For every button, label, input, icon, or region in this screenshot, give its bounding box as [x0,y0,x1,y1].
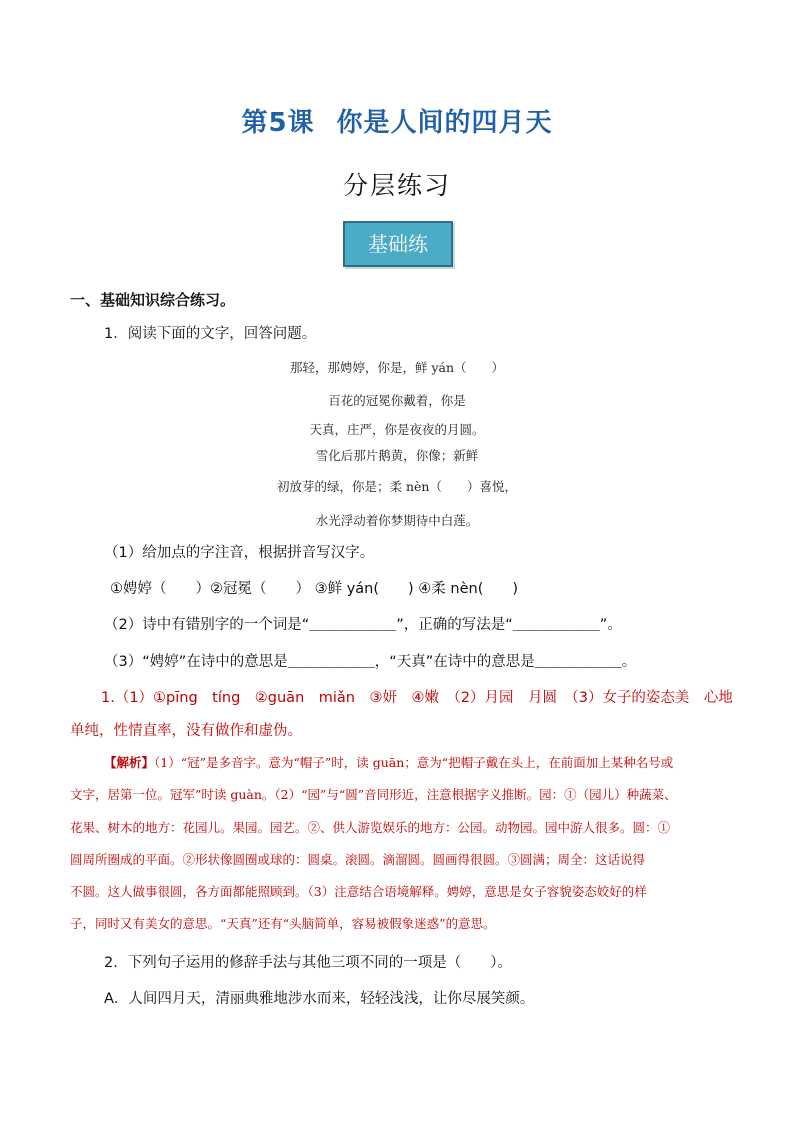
lesson-title [0,102,794,139]
question-2-option-a: A．人间四月天，清丽典雅地涉水而来，轻轻浅浅，让你尽展笑颜。 [104,991,535,1007]
sub-question-1: （1）给加点的字注音，根据拼音写汉字。 [104,545,375,561]
poem-line: 百花的冠冕你戴着，你是 [328,393,466,408]
sub-question-3: （3）“娉婷”在诗中的意思是＿＿＿＿＿＿，“天真”在诗中的意思是＿＿＿＿＿＿。 [104,654,637,670]
question-1-stem: 1．阅读下面的文字，回答问题。 [104,326,317,342]
explanation-tag: 【解析】 [104,755,155,770]
sub-question-1-items: ①娉婷（ ）②冠冕（ ） ③鲜 yán( ) ④柔 nèn( ) [110,581,519,597]
explanation-line: 【解析】（1）“冠”是多音字。意为“帽子”时，读 guān；意为“把帽子戴在头上，在前面加上某种名号或 [104,755,674,770]
sub-question-2: （2）诗中有错别字的一个词是“＿＿＿＿＿＿”，正确的写法是“＿＿＿＿＿＿”。 [104,617,622,633]
answer-line: 1.（1）①pīng tíng ②guān miǎn ③妍 ④嫩 （2）月园 月圆 （3）女子的姿态美 心地 [101,690,733,706]
answer-line: 单纯，性情直率，没有做作和虚伪。 [70,723,302,739]
poem-line: 水光浮动着你梦期待中白莲。 [315,513,479,528]
level-badge: 基础练 [343,221,453,267]
lesson-name: 你是人间的四月天 [336,108,553,138]
page-subtitle: 分层练习 [342,171,451,200]
explanation-line: 不圆。这人做事很圆，各方面都能照顾到。（3）注意结合语境解释。娉婷，意思是女子容貌姿态姣好的样 [70,884,647,899]
question-2-stem: 2．下列句子运用的修辞手法与其他三项不同的一项是（ ）。 [104,955,512,971]
explanation-line: 花果、树木的地方：花园儿。果园。园艺。②、供人游览娱乐的地方：公园。动物园。园中游人很多。圆：① [70,820,671,835]
explanation-line: 文字，居第一位。冠军”时读 guàn。（2）“园”与“圆”音同形近，注意根据字义推断。园：①（园儿）种蔬菜、 [70,787,677,802]
poem-line: 天真，庄严，你是夜夜的月圆。 [309,422,485,437]
lesson-number: 第5课 [241,108,315,138]
poem-line: 初放芽的绿，你是；柔 nèn（ ）喜悦， [277,479,517,494]
poem-line: 雪化后那片鹅黄，你像；新鲜 [315,448,479,463]
poem-line: 那轻，那娉婷，你是，鲜 yán（ ） [289,360,505,375]
explanation-line: 圆周所圈成的平面。②形状像圆圈或球的：圆桌。滚圆。滴溜圆。圆画得很圆。③圆满；周全：这话说得 [70,852,646,867]
section-heading: 一、基础知识综合练习。 [70,291,236,309]
explanation-line: 子，同时又有美女的意思。“天真”还有“头脑简单，容易被假象迷惑”的意思。 [70,916,496,931]
